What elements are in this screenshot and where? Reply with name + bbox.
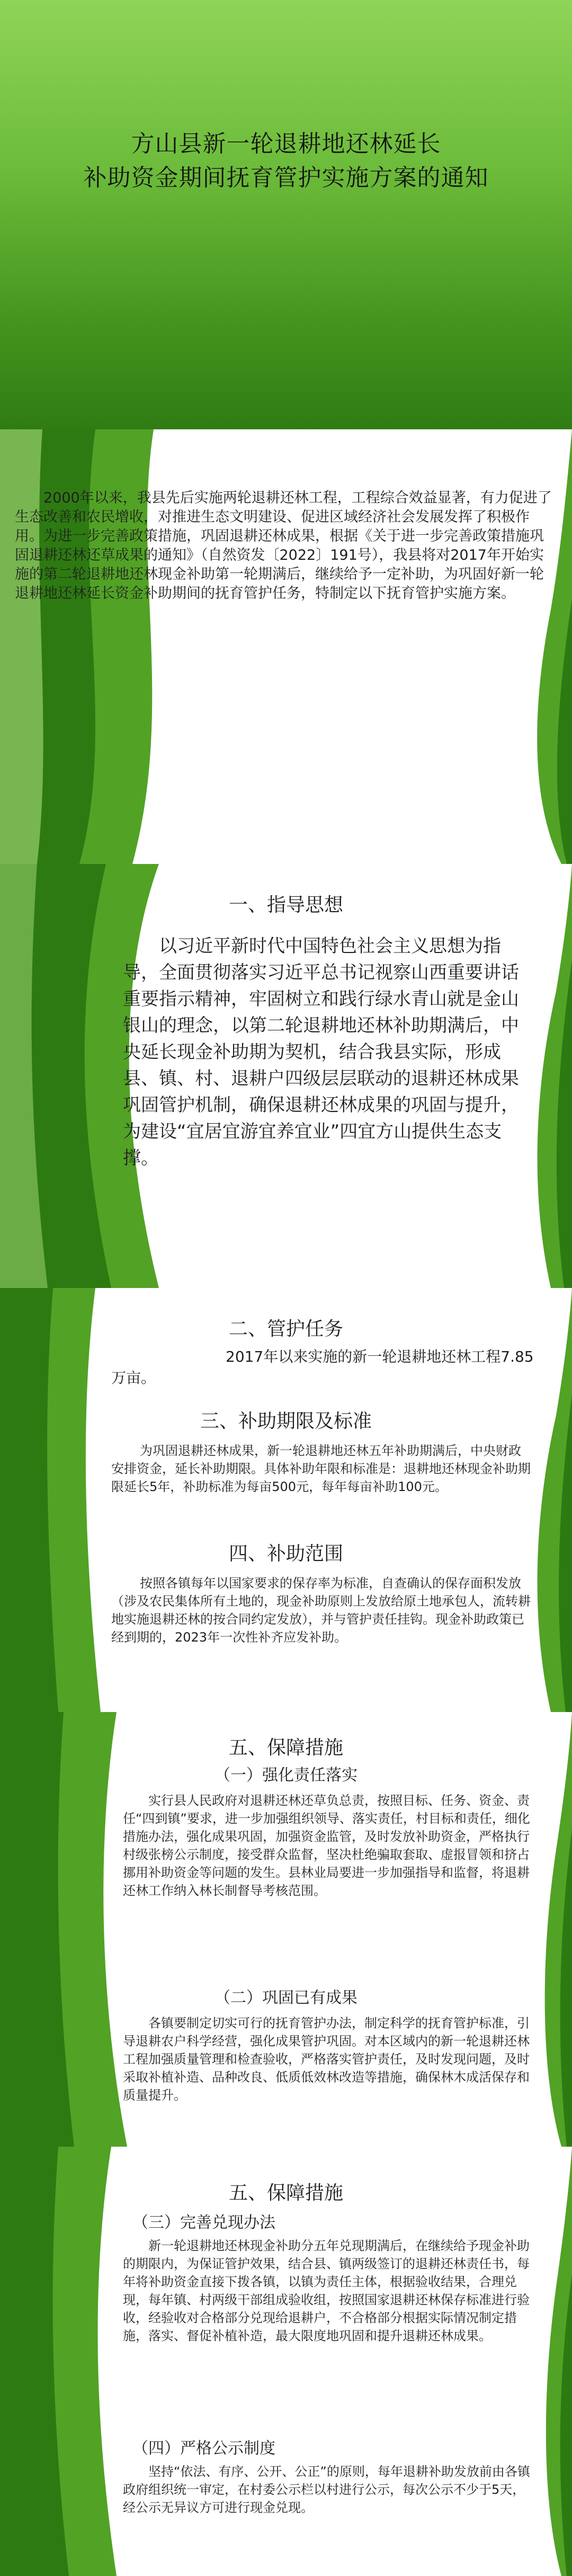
subsection-heading: （一）强化责任落实 <box>215 1766 358 1785</box>
header-banner <box>0 0 572 429</box>
title-line-1: 方山县新一轮退耕地还林延长 <box>131 130 441 157</box>
section-heading: 三、补助期限及标准 <box>200 1410 372 1432</box>
guiding-ideology-section <box>0 864 572 1288</box>
section-paragraph: 各镇要制定切实可行的抚育管护办法，制定科学的抚育管护标准，引导退耕农户科学经营，强化成果管护巩固。对本区域内的新一轮退耕还林工程加强质量管理和检查验收，严格落实管护责任，及时发现问题，及时采取补植补造、品种改良、低质低效林改造等措施，确保林木成活保存和质量提升。 <box>123 2016 530 2103</box>
subsection-heading: （二）巩固已有成果 <box>215 1989 358 2007</box>
page-title <box>0 127 572 195</box>
section-paragraph: 以习近平新时代中国特色社会主义思想为指导，全面贯彻落实习近平总书记视察山西重要讲话重要指示精神，牢固树立和践行绿水青山就是金山银山的理念，以第二轮退耕地还林补助期满后，中央延长现金补助期为契机，结合我县实际，形成县、镇、村、退耕户四级层层联动的退耕还林成果巩固管护机制，确保退耕还林成果的巩固与提升，为建设“宜居宜游宜养宜业”四宜方山提供生态支撑。 <box>123 936 519 1169</box>
tasks-standards-section <box>0 1288 572 1712</box>
section-paragraph: 2017年以来实施的新一轮退耕地还林工程7.85万亩。 <box>111 1348 534 1387</box>
section-paragraph: 按照各镇每年以国家要求的保存率为标准，自查确认的保存面积发放（涉及农民集体所有土地的，现金补助原则上发放给原土地承包人，流转耕地实施退耕还林的按合同约定发放），并与管护责任挂钩。现金补助政策已经到期的，2023年一次性补齐应发补助。 <box>111 1576 531 1645</box>
safeguard-section-1 <box>0 1712 572 2147</box>
section-heading: 五、保障措施 <box>228 1737 343 1759</box>
section-paragraph: 实行县人民政府对退耕还林还草负总责，按照目标、任务、资金、责任“四到镇”要求，进一步加强组织领导、落实责任，村目标和责任，细化措施办法，强化成果巩固，加强资金监管，及时发放补助资金，严格执行村级张榜公示制度，接受群众监督，坚决杜绝骗取套取、虚报冒领和挤占挪用补助资金等问题的发生。县林业局要进一步加强指导和监督，将退耕还林工作纳入林长制督导考核范围。 <box>123 1793 530 1898</box>
section-heading: 五、保障措施 <box>228 2182 343 2204</box>
safeguard-section-2 <box>0 2147 572 2576</box>
section-heading: 一、指导思想 <box>228 894 343 916</box>
subsection-heading: （三）完善兑现办法 <box>132 2213 275 2232</box>
subsection-heading: （四）严格公示制度 <box>132 2439 275 2458</box>
section-heading: 四、补助范围 <box>228 1543 343 1565</box>
section-paragraph: 为巩固退耕还林成果，新一轮退耕地还林五年补助期满后，中央财政安排资金，延长补助期限。具体补助年限和标准是：退耕地还林现金补助期限延长5年，补助标准为每亩500元，每年每亩补助100元。 <box>111 1443 531 1494</box>
section-paragraph: 新一轮退耕地还林现金补助分五年兑现期满后，在继续给予现金补助的期限内，为保证管护效果，结合县、镇两级签订的退耕还林责任书，每年将补助资金直接下拨各镇，以镇为责任主体，根据验收结果，合理兑现，每年镇、村两级干部组成验收组，按照国家退耕还林保存标准进行验收，经验收对合格部分兑现给退耕户，不合格部分根据实际情况制定措施，落实、督促补植补造，最大限度地巩固和提升退耕还林成果。 <box>123 2238 530 2343</box>
section-paragraph: 坚持“依法、有序、公开、公正”的原则，每年退耕补助发放前由各镇政府组织统一审定，在村委公示栏以村进行公示，每次公示不少于5天，经公示无异议方可进行现金兑现。 <box>123 2464 530 2515</box>
intro-section <box>0 429 572 864</box>
intro-paragraph: 2000年以来，我县先后实施两轮退耕还林工程，工程综合效益显著，有力促进了生态改善和农民增收，对推进生态文明建设、促进区域经济社会发展发挥了积极作用。为进一步完善政策措施，巩固退耕还林成果，根据《关于进一步完善政策措施巩固退耕还林还草成果的通知》（自然资发〔2022〕191号），我县将对2017年开始实施的第二轮退耕地还林现金补助第一轮期满后，继续给予一定补助，为巩固好新一轮退耕地还林延长资金补助期间的抚育管护任务，特制定以下抚育管护实施方案。 <box>15 490 552 602</box>
title-line-2: 补助资金期间抚育管护实施方案的通知 <box>83 164 489 191</box>
section-heading: 二、管护任务 <box>228 1318 343 1340</box>
